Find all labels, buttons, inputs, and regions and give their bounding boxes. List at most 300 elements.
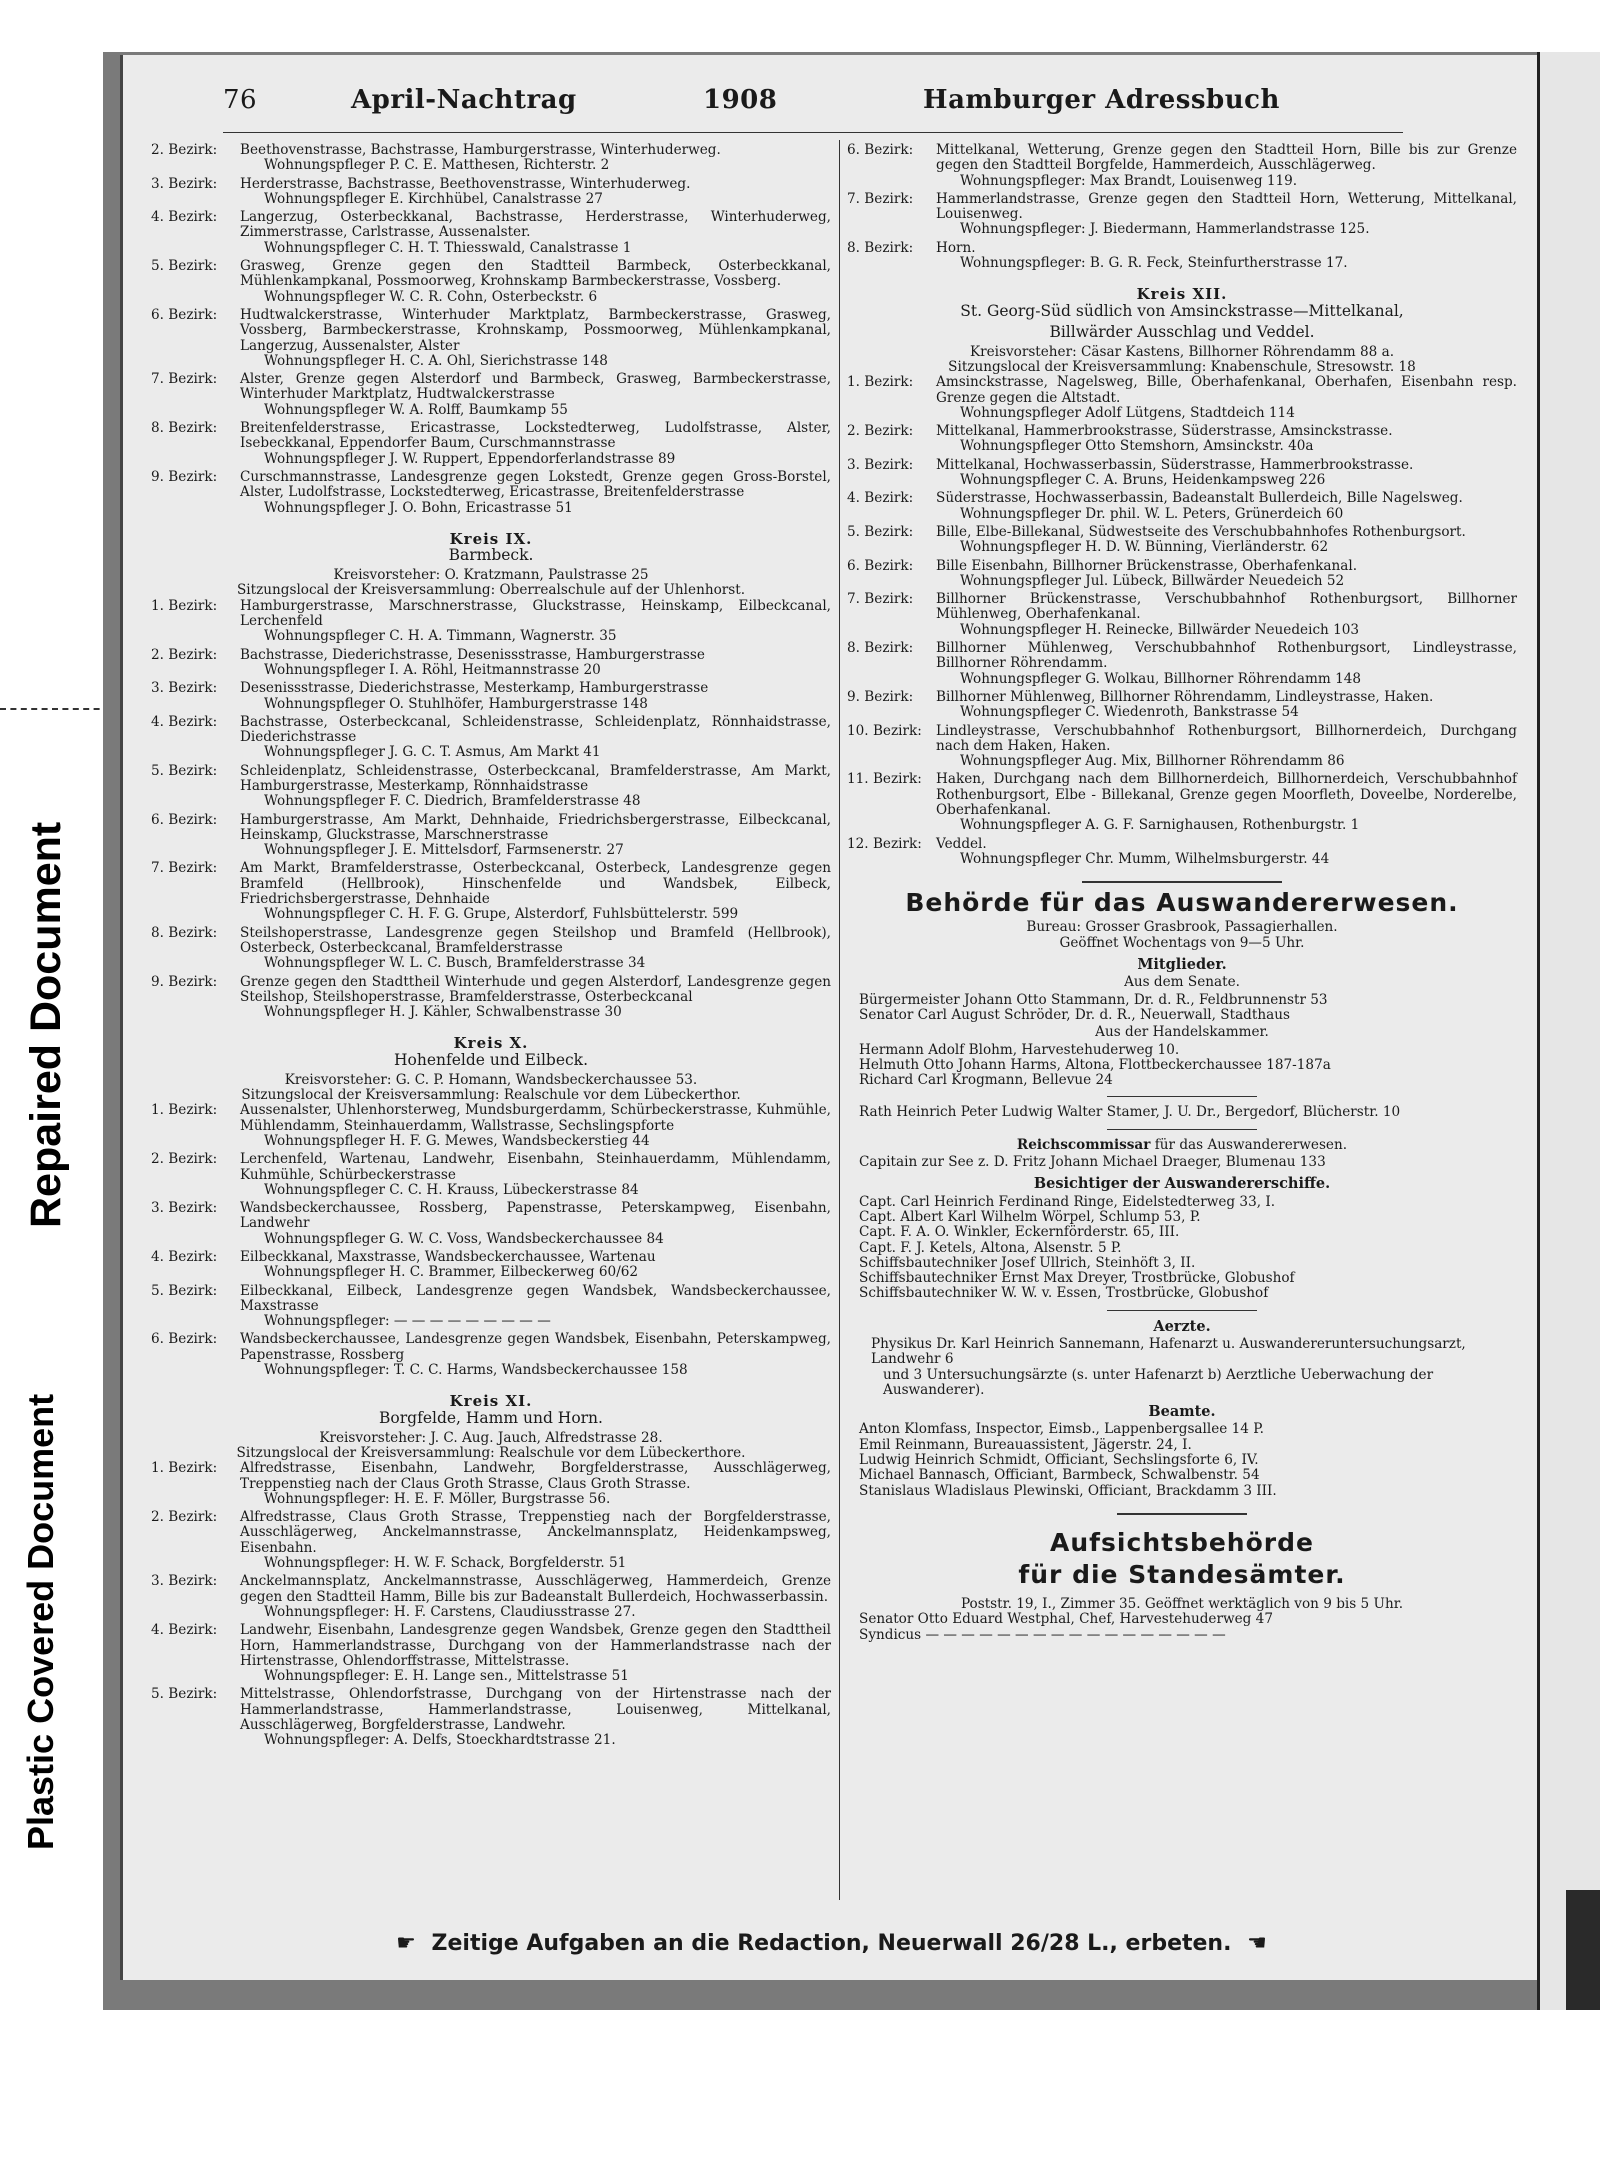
bezirk-pfleger: Wohnungspfleger O. Stuhlhöfer, Hamburgerstrasse 148 [264,695,648,712]
bezirk-body [240,259,831,305]
bezirk-streets: Schleidenplatz, Schleidenstrasse, Osterbeckcanal, Bramfelderstrasse, Am Markt, Hamburgerstrasse, Mesterkamp, Rönnhaidstrasse [240,762,831,794]
bezirk-label: 7. Bezirk: [847,591,914,608]
bezirk-body [240,764,831,810]
kreis10-title: Kreis X. [453,1034,529,1053]
bezirk-entry [151,926,831,972]
bezirk-streets: Beethovenstrasse, Bachstrasse, Hamburgerstrasse, Winterhuderweg. [240,142,721,158]
bezirk-pfleger: Wohnungspfleger G. W. C. Voss, Wandsbeckerchaussee 84 [264,1230,664,1247]
bezirk-pfleger: Wohnungspfleger: B. G. R. Feck, Steinfurtherstrasse 17. [960,255,1348,272]
bezirk-streets: Bille Eisenbahn, Billhorner Brückenstrasse, Oberhafenkanal. [936,557,1358,574]
beamte-list [847,1422,1517,1498]
rath-line: Rath Heinrich Peter Ludwig Walter Stamer, J. U. Dr., Bergedorf, Blücherstr. 10 [859,1104,1401,1121]
bezirk-body [240,1284,831,1330]
bezirk-pfleger: Wohnungspfleger C. Wiedenroth, Bankstrasse 54 [960,704,1299,721]
bezirk-pfleger: Wohnungspfleger C. H. F. G. Grupe, Alsterdorf, Fuhlsbüttelerstr. 599 [264,906,739,923]
bezirk-label: 3. Bezirk: [151,1573,218,1590]
bezirk-entry [151,1103,831,1149]
bezirk-pfleger: Wohnungspfleger J. E. Mittelsdorf, Farmsenerstr. 27 [264,842,624,859]
beamte-member: Anton Klomfass, Inspector, Eimsb., Lappenbergsallee 14 P. [859,1421,1264,1438]
bezirk-label: 8. Bezirk: [151,420,218,437]
aufsicht-title-1: Aufsichtsbehörde [1050,1527,1314,1557]
bezirk-entry [151,1461,831,1507]
bezirk-label: 5. Bezirk: [151,762,218,779]
bezirk-pfleger: Wohnungspfleger P. C. E. Matthesen, Richterstr. 2 [264,157,610,174]
bezirk-streets: Desenissstrasse, Diederichstrasse, Mesterkamp, Hamburgerstrasse [240,680,709,697]
bezirk-body [936,491,1517,522]
bezirk-pfleger: Wohnungspfleger: H. W. F. Schack, Borgfelderstr. 51 [264,1555,627,1572]
bezirk-label: 6. Bezirk: [847,557,914,574]
bezirk-entry [847,143,1517,189]
bezirk-pfleger: Wohnungspfleger H. Reinecke, Billwärder Neuedeich 103 [960,621,1360,638]
bezirk-entry [151,599,831,645]
bezirk-label: 1. Bezirk: [847,374,914,391]
bezirk-entry [151,470,831,516]
bezirk-streets: Hudtwalckerstrasse, Winterhuder Marktplatz, Barmbeckerstrasse, Grasweg, Vossberg, Barmbeckerstrasse, Krohnskamp, Possmoorweg, Mühlenkampkanal, Langerzug, Aussenalster, Alster [240,306,831,354]
kreis11-title: Kreis XI. [449,1392,533,1411]
behoerde-hours: Geöffnet Wochentags von 9—5 Uhr. [1059,934,1305,951]
cut-line [0,708,110,710]
bezirk-label: 2. Bezirk: [151,1151,218,1168]
bezirk-label: 8. Bezirk: [847,640,914,657]
bezirk-streets: Breitenfelderstrasse, Ericastrasse, Lockstedterweg, Ludolfstrasse, Alster, Isebeckkanal, Eppendorfer Baum, Curschmannstrasse [240,420,831,452]
bezirk-label: 1. Bezirk: [151,597,218,614]
bezirk-pfleger: Wohnungspfleger J. O. Bohn, Ericastrasse 51 [264,499,573,516]
page-footer [123,1931,1540,1956]
bezirk-body [240,143,831,174]
pointing-hand-icon: ☛ [396,1931,416,1956]
bezirk-entry [151,372,831,418]
bezirk-body [240,715,831,761]
bezirk-body [240,210,831,256]
bezirk-pfleger: Wohnungspfleger H. J. Kähler, Schwalbenstrasse 30 [264,1004,622,1021]
bezirk-entry [151,681,831,712]
capitain-line: Capitain zur See z. D. Fritz Johann Michael Draeger, Blumenau 133 [859,1154,1326,1171]
bezirk-streets: Wandsbeckerchaussee, Landesgrenze gegen Wandsbek, Eisenbahn, Peterskampweg, Papenstrasse, Rossberg [240,1331,831,1363]
besichtiger-list [847,1195,1517,1302]
bezirk-streets: Langerzug, Osterbeckkanal, Bachstrasse, Herderstrasse, Winterhuderweg, Zimmerstrasse, Carlstrasse, Aussenalster. [240,209,831,241]
bezirk-body [936,724,1517,770]
bezirk-entry [847,641,1517,687]
header-year: 1908 [703,85,778,115]
bezirk-label: 9. Bezirk: [151,973,218,990]
bezirk-pfleger: Wohnungspfleger I. A. Röhl, Heitmannstrasse 20 [264,661,601,678]
bezirk-streets: Lindleystrasse, Verschubbahnhof Rothenburgsort, Billhornerdeich, Durchgang nach dem Haken, Haken. [936,722,1517,754]
bezirk-pfleger: Wohnungspfleger G. Wolkau, Billhorner Röhrendamm 148 [960,670,1362,687]
bezirk-pfleger: Wohnungspfleger C. H. A. Timmann, Wagnerstr. 35 [264,628,617,645]
bezirk-streets: Horn. [936,239,976,256]
bezirk-pfleger: Wohnungspfleger H. F. G. Mewes, Wandsbeckerstieg 44 [264,1132,650,1149]
header-title: Hamburger Adressbuch [923,85,1280,115]
page-number: 76 [223,85,258,115]
handel-member: Hermann Adolf Blohm, Harvestehuderweg 10. [859,1041,1180,1058]
beamte-heading: Beamte. [1148,1403,1216,1421]
bezirk-body [936,525,1517,556]
bezirk-streets: Haken, Durchgang nach dem Billhornerdeich, Billhornerdeich, Verschubbahnhof Rothenburgsort, Elbe - Billekanal, Grenze gegen Moorfleth, Doveelbe, Norderelbe, Oberhafenkanal. [936,771,1517,818]
pointing-hand-icon: ☚ [1247,1931,1267,1956]
bezirk-pfleger: Wohnungspfleger: A. Delfs, Stoeckhardtstrasse 21. [264,1732,616,1749]
bezirk-pfleger: Wohnungspfleger H. D. W. Bünning, Vierländerstr. 62 [960,539,1329,556]
bezirk-label: 7. Bezirk: [151,371,218,388]
besichtiger-member: Schiffsbautechniker W. W. v. Essen, Trostbrücke, Globushof [859,1285,1269,1302]
bezirk-label: 10. Bezirk: [847,722,922,739]
bezirk-label: 2. Bezirk: [151,142,218,158]
bezirk-entry [847,690,1517,721]
bezirk-pfleger: Wohnungspfleger J. W. Ruppert, Eppendorferlandstrasse 89 [264,450,676,467]
bezirk-pfleger: Wohnungspfleger W. L. C. Busch, Bramfelderstrasse 34 [264,955,646,972]
behoerde-title: Behörde für das Auswandererwesen. [905,888,1459,918]
bezirk-label: 6. Bezirk: [847,142,914,158]
bezirk-body [240,1574,831,1620]
kreis12-sitzungslocal: Sitzungslocal der Kreisversammlung: Knabenschule, Stresowstr. 18 [948,358,1416,375]
bezirk-label: 8. Bezirk: [151,924,218,941]
reichscommissar-heading [847,1138,1517,1153]
bezirk-body [240,421,831,467]
bezirk-label: 4. Bezirk: [151,1249,218,1265]
mitglieder-heading: Mitglieder. [1137,956,1227,974]
bezirk-body [240,308,831,369]
bezirk-entry [151,1332,831,1378]
bezirk-streets: Alster, Grenze gegen Alsterdorf und Barmbeck, Grasweg, Barmbeckerstrasse, Winterhuder Marktplatz, Hudtwalckerstrasse [240,371,831,403]
bezirk-body [240,975,831,1021]
bezirk-streets: Grenze gegen den Stadttheil Winterhude und gegen Alsterdorf, Landesgrenze gegen Steilshop, Steilshoperstrasse, Bramfelderstrasse, Osterbeckcanal [240,973,831,1005]
kreis12-title: Kreis XII. [1136,285,1228,304]
besichtiger-heading: Besichtiger der Auswandererschiffe. [1033,1175,1331,1193]
bezirk-label: 5. Bezirk: [151,1686,218,1703]
bezirk-body [936,192,1517,238]
bezirk-streets: Hamburgerstrasse, Am Markt, Dehnhaide, Friedrichsbergerstrasse, Eilbeckcanal, Heinskamp, Gluckstrasse, Marschnerstrasse [240,811,831,843]
kreis11-cont-list [847,143,1517,271]
bezirk-pfleger: Wohnungspfleger: H. E. F. Möller, Burgstrasse 56. [264,1490,611,1507]
plastic-covered-label: Plastic Covered Document [20,1393,61,1850]
bezirk-entry [151,861,831,922]
bezirk-streets: Anckelmannsplatz, Anckelmannstrasse, Ausschlägerweg, Hammerdeich, Grenze gegen den Stadtteil Hamm, Bille bis zur Badeanstalt Bullerdeich, Hochwasserbassin. [240,1573,831,1605]
bezirk-streets: Lerchenfeld, Wartenau, Landwehr, Eisenbahn, Steinhauerdamm, Mühlendamm, Kuhmühle, Schürbeckerstrasse [240,1151,831,1183]
bezirk-body [240,1510,831,1571]
bezirk-label: 4. Bezirk: [847,490,914,507]
bezirk-body [936,559,1517,590]
bezirk-pfleger: Wohnungspfleger Jul. Lübeck, Billwärder Neuedeich 52 [960,572,1345,589]
kreis11-sitzungslocal: Sitzungslocal der Kreisversammlung: Realschule vor dem Lübeckerthore. [236,1444,746,1461]
bezirk-label: 3. Bezirk: [847,456,914,473]
bezirk-streets: Alfredstrasse, Eisenbahn, Landwehr, Borgfelderstrasse, Ausschlägerweg, Treppenstieg nach der Claus Groth Strasse, Claus Groth Strasse. [240,1460,831,1492]
senate-heading: Aus dem Senate. [1124,974,1240,991]
aerzte-heading: Aerzte. [1153,1317,1211,1335]
bezirk-streets: Veddel. [936,835,987,852]
bezirk-label: 4. Bezirk: [151,1622,218,1639]
bezirk-label: 6. Bezirk: [151,811,218,828]
right-column [847,143,1517,1643]
bezirk-label: 1. Bezirk: [151,1460,218,1477]
besichtiger-member: Capt. Albert Karl Wilhelm Wörpel, Schlump 53, P. [859,1208,1201,1225]
bezirk-label: 5. Bezirk: [151,1282,218,1299]
bezirk-streets: Eilbeckkanal, Maxstrasse, Wandsbeckerchaussee, Wartenau [240,1249,656,1265]
bezirk-entry [151,1687,831,1748]
bezirk-pfleger: Wohnungspfleger Otto Stemshorn, Amsinckstr. 40a [960,438,1314,455]
bezirk-pfleger: Wohnungspfleger E. Kirchhübel, Canalstrasse 27 [264,190,603,207]
header-section: April-Nachtrag [351,85,577,115]
bezirk-entry [151,764,831,810]
bezirk-body [240,681,831,712]
section-divider [1107,1310,1257,1311]
bezirk-label: 1. Bezirk: [151,1102,218,1119]
bezirk-entry [847,491,1517,522]
bezirk-label: 2. Bezirk: [847,423,914,440]
aufsicht-senator: Senator Otto Eduard Westphal, Chef, Harvestehuderweg 47 [859,1611,1273,1628]
bezirk-streets: Süderstrasse, Hochwasserbassin, Badeanstalt Bullerdeich, Bille Nagelsweg. [936,490,1463,507]
kreis10-list [151,1103,831,1378]
bezirk-pfleger: Wohnungspfleger Aug. Mix, Billhorner Röhrendamm 86 [960,753,1345,770]
bezirk-body [936,690,1517,721]
bezirk-body [936,592,1517,638]
bezirk-streets: Landwehr, Eisenbahn, Landesgrenze gegen Wandsbek, Grenze gegen den Stadttheil Horn, Hammerlandstrasse, Durchgang von der Hammerlandstrasse nach der Hirtenstrasse, Ohlendorffstrasse, Mittelstrasse. [240,1622,831,1669]
bezirk-entry [151,648,831,679]
bezirk-pfleger: Wohnungspfleger: E. H. Lange sen., Mittelstrasse 51 [264,1668,629,1685]
beamte-member: Ludwig Heinrich Schmidt, Officiant, Sechslingsforte 6, IV. [859,1452,1259,1469]
bezirk-pfleger: Wohnungspfleger: J. Biedermann, Hammerlandstrasse 125. [960,221,1370,238]
bezirk-entry [151,1510,831,1571]
bezirk-streets: Alfredstrasse, Claus Groth Strasse, Treppenstieg nach der Borgfelderstrasse, Ausschlägerweg, Anckelmannstrasse, Anckelmannsplatz, Heidenkampsweg, Eisenbahn. [240,1509,831,1556]
section-divider [1107,1129,1257,1130]
handel-heading: Aus der Handelskammer. [1095,1024,1269,1041]
bezirk-body [936,772,1517,833]
bezirk-entry [151,1250,831,1281]
bezirk-body [240,861,831,922]
bezirk-body [240,1687,831,1748]
bezirk-body [936,837,1517,868]
beamte-member: Michael Bannasch, Officiant, Barmbeck, Schwalbenstr. 54 [859,1467,1260,1484]
bezirk-pfleger: Wohnungspfleger Dr. phil. W. L. Peters, Grünerdeich 60 [960,505,1344,522]
bezirk-body [240,1332,831,1378]
bezirk-entry [847,592,1517,638]
bezirk-entry [151,421,831,467]
bezirk-pfleger: Wohnungspfleger H. C. Brammer, Eilbeckerweg 60/62 [264,1264,639,1281]
bezirk-label: 2. Bezirk: [151,1509,218,1526]
bezirk-entry [151,259,831,305]
bezirk-body [240,1461,831,1507]
bezirk-label: 6. Bezirk: [151,1331,218,1348]
section-divider [1082,881,1282,883]
bezirk-pfleger: Wohnungspfleger C. H. T. Thiesswald, Canalstrasse 1 [264,239,632,256]
bezirk-entry [151,1201,831,1247]
bezirk-body [240,599,831,645]
bezirk-streets: Wandsbeckerchaussee, Rossberg, Papenstrasse, Peterskampweg, Eisenbahn, Landwehr [240,1200,831,1232]
bezirk-entry [151,308,831,369]
bezirk-entry [847,375,1517,421]
bezirk-pfleger: Wohnungspfleger F. C. Diedrich, Bramfelderstrasse 48 [264,793,641,810]
section-divider [1117,1513,1247,1515]
bezirk-label: 5. Bezirk: [151,258,218,275]
bezirk-body [240,813,831,859]
bezirk-body [240,926,831,972]
bezirk-label: 12. Bezirk: [847,835,922,852]
bezirk-pfleger: Wohnungspfleger: T. C. C. Harms, Wandsbeckerchaussee 158 [264,1362,688,1379]
left-column [151,143,831,1752]
bezirk-body [240,1201,831,1247]
bezirk-entry [151,813,831,859]
bezirk-pfleger: Wohnungspfleger C. C. H. Krauss, Lübeckerstrasse 84 [264,1181,639,1198]
kreis11-list [151,1461,831,1748]
besichtiger-member: Schiffsbautechniker Ernst Max Dreyer, Trostbrücke, Globushof [859,1270,1295,1287]
bezirk-streets: Mittelkanal, Wetterung, Grenze gegen den Stadtteil Horn, Bille bis zur Grenze gegen den Stadtteil Borgfelde, Hammerdeich, Ausschlägerweg. [936,142,1517,174]
bezirk-streets: Hammerlandstrasse, Grenze gegen den Stadtteil Horn, Wetterung, Mittelkanal, Louisenweg. [936,190,1517,223]
bezirk-entry [847,192,1517,238]
bezirk-label: 6. Bezirk: [151,306,218,323]
reichscommissar-rest: für das Auswandererwesen. [1154,1136,1348,1153]
repaired-label: Repaired Document [22,821,70,1228]
bezirk-body [936,424,1517,455]
aerzte-line-2: und 3 Untersuchungsärzte (s. unter Hafenarzt b) Aerztliche Ueberwachung der Auswanderer). [883,1366,1434,1398]
document-page [120,55,1537,1980]
bezirk-body [240,1152,831,1198]
bezirk-streets: Am Markt, Bramfelderstrasse, Osterbeckcanal, Osterbeck, Landesgrenze gegen Bramfeld (Hellbrook), Hinschenfelde und Wandsbek, Eilbeck, Friedrichsbergerstrasse, Dehnhaide [240,860,831,908]
kreis11-vorsteher: Kreisvorsteher: J. C. Aug. Jauch, Alfredstrasse 28. [319,1429,663,1446]
bezirk-pfleger: Wohnungspfleger Adolf Lütgens, Stadtdeich 114 [960,404,1295,421]
bezirk-streets: Hamburgerstrasse, Marschnerstrasse, Gluckstrasse, Heinskamp, Eilbeckcanal, Lerchenfeld [240,597,831,630]
bezirk-streets: Curschmannstrasse, Landesgrenze gegen Lokstedt, Grenze gegen Gross-Borstel, Alster, Ludolfstrasse, Lockstedterweg, Ericastrasse, Breitenfelderstrasse [240,468,831,501]
bezirk-streets: Herderstrasse, Bachstrasse, Beethovenstrasse, Winterhuderweg. [240,175,691,192]
bezirk-label: 9. Bezirk: [847,688,914,705]
senate-member: Bürgermeister Johann Otto Stammann, Dr. d. R., Feldbrunnenstr 53 [859,991,1328,1008]
bezirk-pfleger: Wohnungspfleger W. C. R. Cohn, Osterbeckstr. 6 [264,288,598,305]
bezirk-entry [847,559,1517,590]
bezirk-streets: Bachstrasse, Osterbeckcanal, Schleidenstrasse, Schleidenplatz, Rönnhaidstrasse, Diederichstrasse [240,713,831,746]
kreis12-vorsteher: Kreisvorsteher: Cäsar Kastens, Billhorner Röhrendamm 88 a. [969,343,1395,360]
bezirk-label: 9. Bezirk: [151,468,218,485]
bezirk-label: 4. Bezirk: [151,713,218,730]
senate-list [847,993,1517,1024]
bezirk-entry [151,1284,831,1330]
bezirk-streets: Eilbeckkanal, Eilbeck, Landesgrenze gegen Wandsbek, Wandsbeckerchaussee, Maxstrasse [240,1282,831,1314]
bezirk-body [936,375,1517,421]
page-header [223,85,1403,133]
handel-member: Richard Carl Krogmann, Bellevue 24 [859,1072,1113,1089]
bezirk-label: 8. Bezirk: [847,239,914,256]
bezirk-body [240,1103,831,1149]
bezirk-entry [847,724,1517,770]
aufsicht-address: Poststr. 19, I., Zimmer 35. Geöffnet werktäglich von 9 bis 5 Uhr. [960,1595,1404,1612]
bezirk-streets: Bille, Elbe-Billekanal, Südwestseite des Verschubbahnhofes Rothenburgsort. [936,523,1466,540]
besichtiger-member: Capt. F. A. O. Winkler, Eckernförderstr. 65, III. [859,1224,1180,1241]
kreis12-subtitle-2: Billwärder Ausschlag und Veddel. [1049,322,1315,341]
bezirk-label: 2. Bezirk: [151,646,218,663]
bezirk-streets: Billhorner Mühlenweg, Verschubbahnhof Rothenburgsort, Lindleystrasse, Billhorner Röhrendamm. [936,640,1517,672]
bezirk-entry [847,424,1517,455]
bezirk-body [936,641,1517,687]
bezirk-pfleger: Wohnungspfleger: H. F. Carstens, Claudiusstrasse 27. [264,1603,636,1620]
bezirk-entry [847,837,1517,868]
bezirk-entry [151,177,831,208]
handel-member: Helmuth Otto Johann Harms, Altona, Flottbeckerchaussee 187-187a [859,1056,1331,1073]
bezirk-body [936,241,1517,272]
bezirk-entry [847,458,1517,489]
bezirk-body [240,372,831,418]
bezirk-entry [151,715,831,761]
adjacent-page-edge [1537,52,1600,2010]
aerzte-line-1: Physikus Dr. Karl Heinrich Sannemann, Hafenarzt u. Auswandereruntersuchungsarzt, Landwehr 6 [871,1336,1466,1368]
aufsicht-title-2: für die Standesämter. [1018,1559,1346,1589]
besichtiger-member: Schiffsbautechniker Josef Ullrich, Steinhöft 3, II. [859,1254,1196,1271]
dark-corner [1566,1890,1600,2010]
bezirk-body [240,1623,831,1684]
bezirk-pfleger: Wohnungspfleger C. A. Bruns, Heidenkampsweg 226 [960,472,1326,489]
kreis10-subtitle: Hohenfelde und Eilbeck. [393,1050,588,1069]
bezirk-label: 3. Bezirk: [151,175,218,192]
beamte-member: Stanislaus Wladislaus Plewinski, Officiant, Brackdamm 3 III. [859,1482,1277,1499]
kreis9-list [151,599,831,1021]
bezirk-entry [151,210,831,256]
bezirk-label: 4. Bezirk: [151,209,218,226]
bezirk-body [240,1250,831,1281]
bezirk-streets: Aussenalster, Uhlenhorsterweg, Mundsburgerdamm, Schürbeckerstrasse, Kuhmühle, Mühlendamm, Steinhauerdamm, Wallstrasse, Sechslingspforte [240,1102,831,1134]
kreis9-vorsteher: Kreisvorsteher: O. Kratzmann, Paulstrasse 25 [333,567,649,584]
kreis9-subtitle: Barmbeck. [448,546,534,565]
besichtiger-member: Capt. F. J. Ketels, Altona, Alsenstr. 5 P. [859,1239,1122,1256]
bezirk-body [240,648,831,679]
bezirk-entry [151,1623,831,1684]
section-divider [1107,1096,1257,1097]
bezirk-entry [151,143,831,174]
bezirk-streets: Billhorner Mühlenweg, Billhorner Röhrendamm, Lindleystrasse, Haken. [936,688,1434,705]
bezirk-entry [151,975,831,1021]
aufsicht-syndicus: Syndicus — — — — — — — — — — — — — — — — — [859,1626,1226,1643]
bezirk-pfleger: Wohnungspfleger H. C. A. Ohl, Sierichstrasse 148 [264,352,608,369]
bezirk-streets: Mittelkanal, Hochwasserbassin, Süderstrasse, Hammerbrookstrasse. [936,456,1414,473]
bezirk-entry [847,525,1517,556]
bezirk-entry [151,1574,831,1620]
bezirk-streets: Amsinckstrasse, Nagelsweg, Bille, Oberhafenkanal, Oberhafen, Eisenbahn resp. Grenze gegen die Altstadt. [936,374,1517,406]
scanned-page-area [103,52,1600,2010]
behoerde-bureau: Bureau: Grosser Grasbrook, Passagierhallen. [1026,919,1338,936]
bezirk-pfleger: Wohnungspfleger J. G. C. T. Asmus, Am Markt 41 [264,744,601,761]
bezirk-pfleger: Wohnungspfleger: Max Brandt, Louisenweg 119. [960,172,1298,189]
beamte-member: Emil Reinmann, Bureauassistent, Jägerstr. 24, I. [859,1436,1192,1453]
besichtiger-member: Capt. Carl Heinrich Ferdinand Ringe, Eidelstedterweg 33, I. [859,1193,1276,1210]
column-divider [839,140,840,1900]
bezirk-label: 3. Bezirk: [151,680,218,697]
kreis12-list [847,375,1517,867]
bezirk-label: 7. Bezirk: [847,190,914,207]
bezirk-pfleger: Wohnungspfleger: — — — — — — — — — [264,1313,551,1330]
bezirk-streets: Mittelstrasse, Ohlendorfstrasse, Durchgang von der Hirtenstrasse nach der Hammerlandstrasse, Hammerlandstrasse, Louisenweg, Mittelkanal, Ausschlägerweg, Borgfelderstrasse, Landwehr. [240,1686,831,1734]
bezirk-entry [847,241,1517,272]
bezirk-body [936,458,1517,489]
kreis8-list [151,143,831,516]
bezirk-body [240,470,831,516]
footer-text: Zeitige Aufgaben an die Redaction, Neuerwall 26/28 L., erbeten. [431,1931,1232,1956]
bezirk-entry [847,772,1517,833]
kreis12-subtitle-1: St. Georg-Süd südlich von Amsinckstrasse—Mittelkanal, [960,301,1404,320]
kreis10-vorsteher: Kreisvorsteher: G. C. P. Homann, Wandsbeckerchaussee 53. [284,1071,698,1088]
bezirk-pfleger: Wohnungspfleger W. A. Rolff, Baumkamp 55 [264,401,568,418]
handel-list [847,1043,1517,1089]
senate-member: Senator Carl August Schröder, Dr. d. R., Neuerwall, Stadthaus [859,1006,1290,1023]
bezirk-label: 7. Bezirk: [151,860,218,877]
kreis9-title: Kreis IX. [449,529,533,548]
bezirk-pfleger: Wohnungspfleger A. G. F. Sarnighausen, Rothenburgstr. 1 [960,817,1360,834]
kreis9-sitzungslocal: Sitzungslocal der Kreisversammlung: Oberrealschule auf der Uhlenhorst. [236,582,746,599]
bezirk-streets: Mittelkanal, Hammerbrookstrasse, Süderstrasse, Amsinckstrasse. [936,423,1393,440]
bezirk-body [936,143,1517,189]
reichscommissar-bold: Reichscommissar [1016,1136,1151,1153]
bezirk-streets: Grasweg, Grenze gegen den Stadtteil Barmbeck, Osterbeckkanal, Mühlenkampkanal, Possmoorweg, Krohnskamp Barmbeckerstrasse, Vossberg. [240,258,831,290]
bezirk-label: 5. Bezirk: [847,523,914,540]
bezirk-label: 3. Bezirk: [151,1200,218,1217]
bezirk-pfleger: Wohnungspfleger Chr. Mumm, Wilhelmsburgerstr. 44 [960,850,1330,867]
bezirk-label: 11. Bezirk: [847,771,922,788]
bezirk-body [240,177,831,208]
kreis10-sitzungslocal: Sitzungslocal der Kreisversammlung: Realschule vor dem Lübeckerthor. [241,1087,741,1104]
bezirk-entry [151,1152,831,1198]
